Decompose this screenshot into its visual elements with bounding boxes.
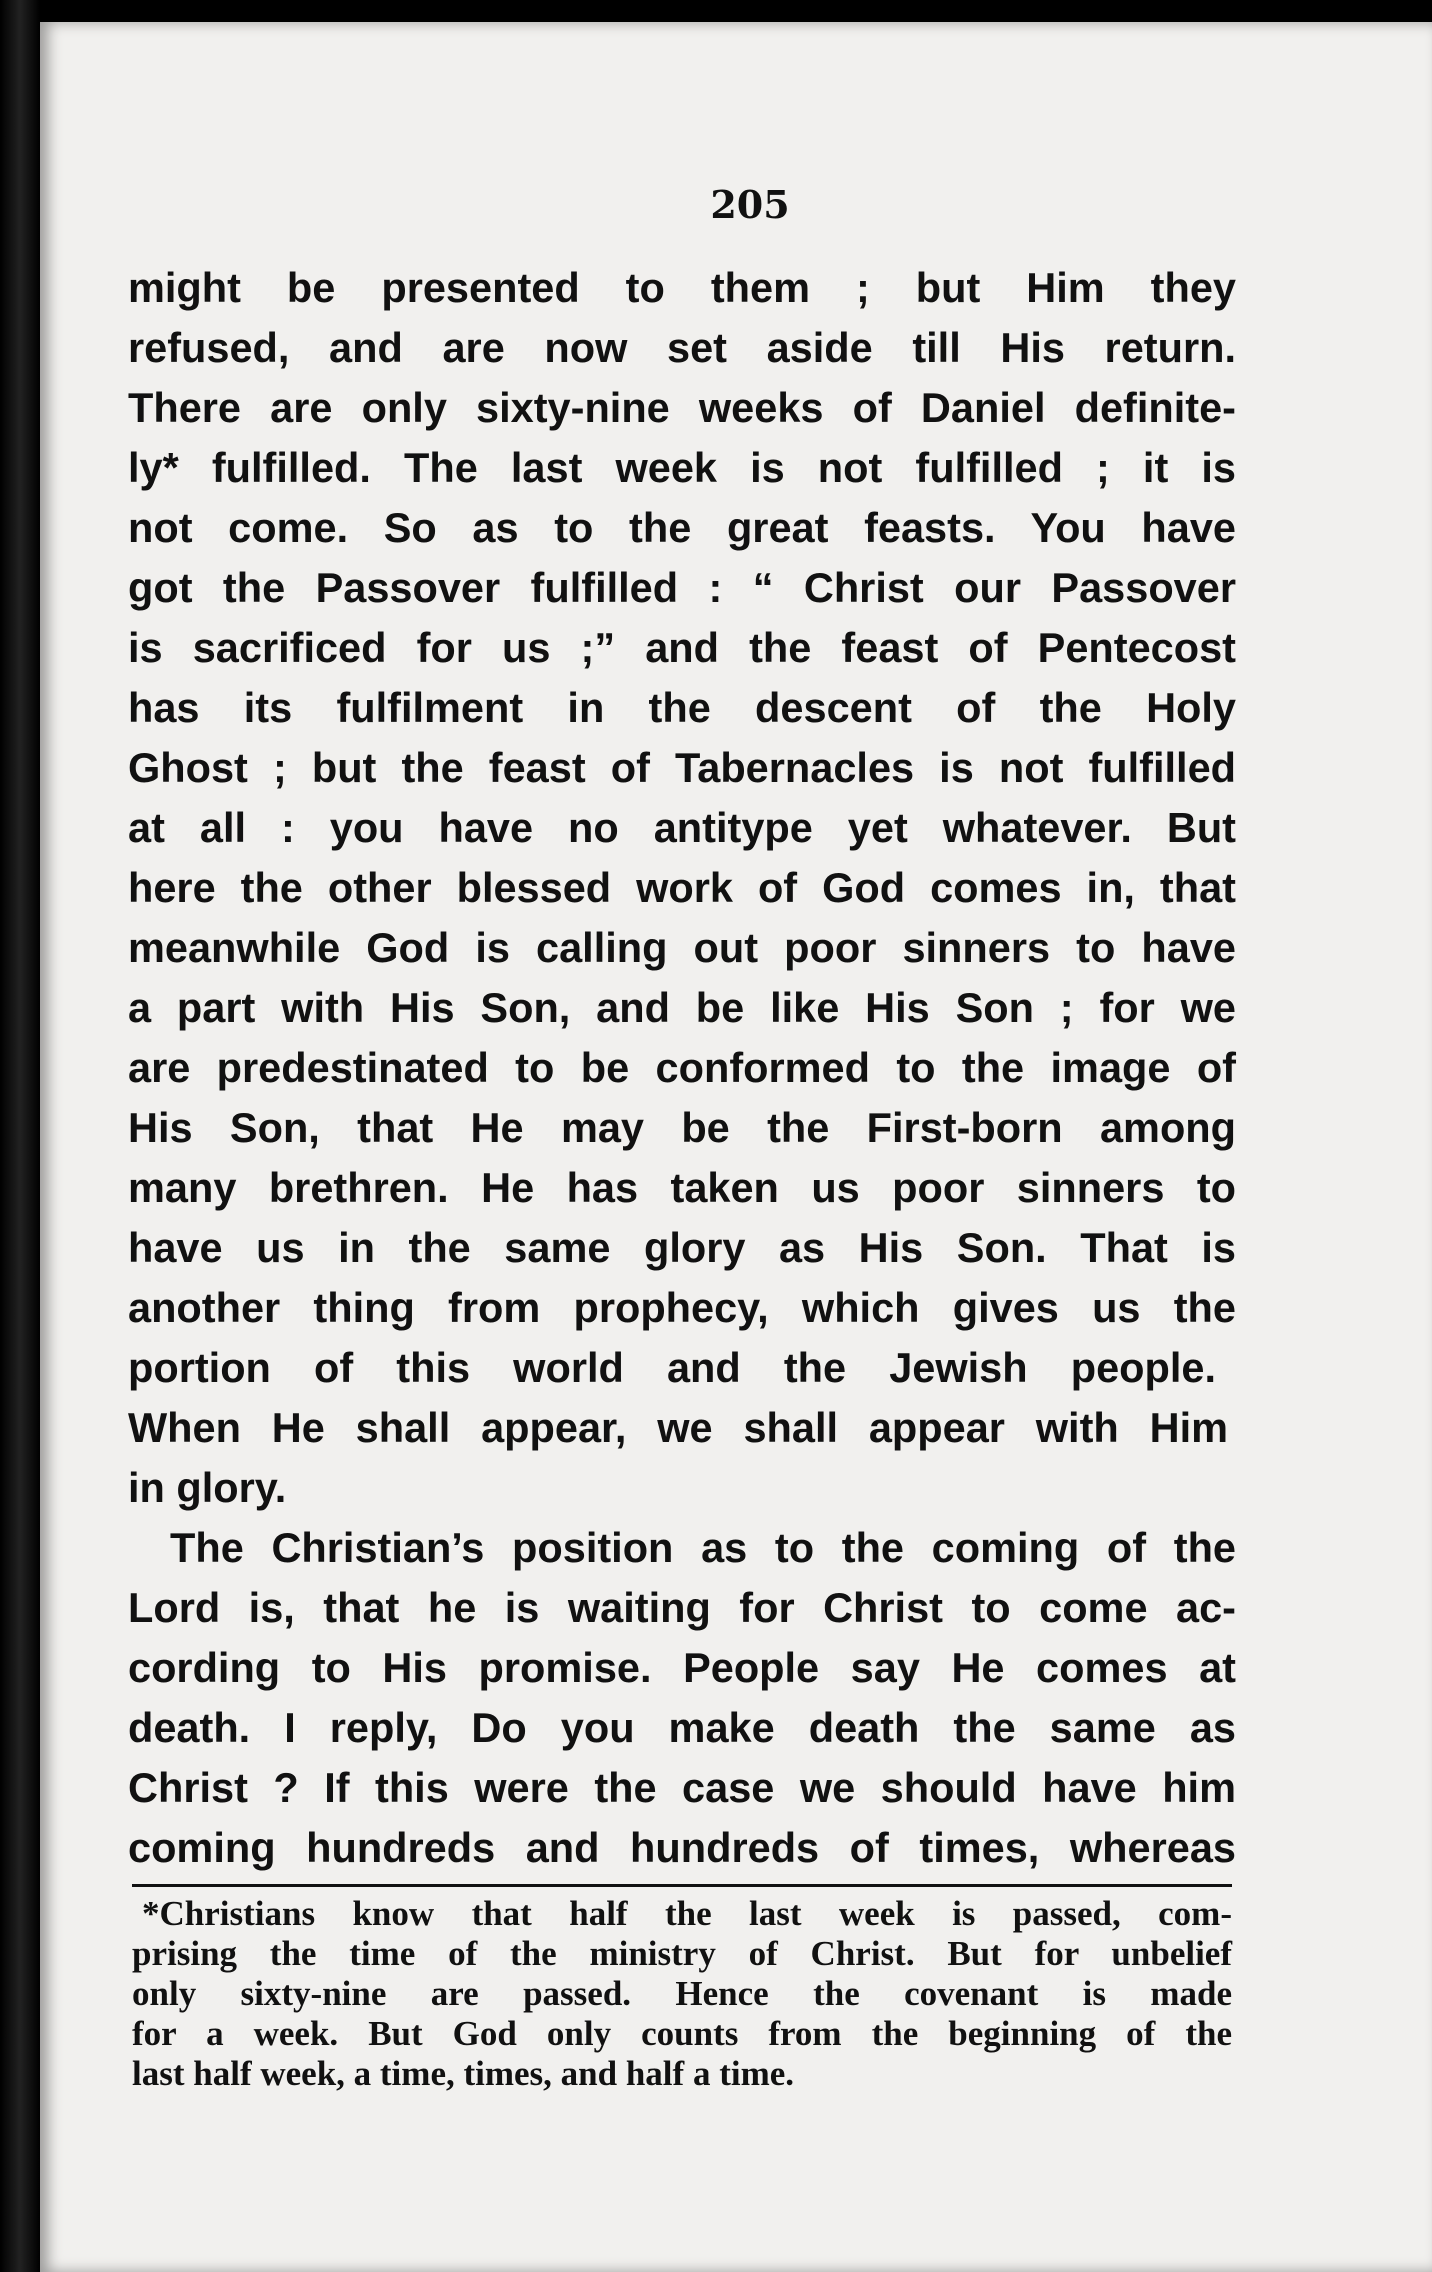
- body-line: coming hundreds and hundreds of times, whereas: [128, 1824, 1236, 1871]
- body-line: not come. So as to the great feasts. You have: [128, 504, 1236, 551]
- footnote-line: prising the time of the ministry of Christ. But for unbelief: [132, 1934, 1232, 1973]
- footnote-divider: [132, 1884, 1232, 1887]
- body-line: are predestinated to be conformed to the image of: [128, 1044, 1236, 1091]
- body-line: meanwhile God is calling out poor sinners to have: [128, 924, 1236, 971]
- body-line: Lord is, that he is waiting for Christ to come ac-: [128, 1584, 1236, 1631]
- scan-top-edge: [0, 0, 1432, 22]
- body-line: a part with His Son, and be like His Son ; for we: [128, 984, 1236, 1031]
- body-line: refused, and are now set aside till His return.: [128, 324, 1236, 371]
- body-line: have us in the same glory as His Son. That is: [128, 1224, 1236, 1271]
- footnote-line: *Christians know that half the last week is passed, com-: [142, 1894, 1232, 1933]
- body-line: death. I reply, Do you make death the same as: [128, 1704, 1236, 1751]
- body-line: portion of this world and the Jewish people.: [128, 1344, 1216, 1391]
- body-line: When He shall appear, we shall appear with Him: [128, 1404, 1228, 1451]
- body-line: His Son, that He may be the First-born among: [128, 1104, 1236, 1151]
- scan-left-edge: [0, 0, 40, 2272]
- body-line: in glory.: [128, 1464, 287, 1511]
- footnote-line: only sixty-nine are passed. Hence the covenant is made: [132, 1974, 1232, 2013]
- body-line: might be presented to them ; but Him they: [128, 264, 1236, 311]
- body-line: many brethren. He has taken us poor sinners to: [128, 1164, 1236, 1211]
- body-line: cording to His promise. People say He comes at: [128, 1644, 1236, 1691]
- body-line: The Christian’s position as to the coming of the: [170, 1524, 1236, 1571]
- body-line: Christ ? If this were the case we should have him: [128, 1764, 1236, 1811]
- body-line: ly* fulfilled. The last week is not fulfilled ; it is: [128, 444, 1236, 491]
- body-line: There are only sixty-nine weeks of Daniel definite-: [128, 384, 1236, 431]
- body-line: is sacrificed for us ;” and the feast of Pentecost: [128, 624, 1236, 671]
- body-line: at all : you have no antitype yet whatever. But: [128, 804, 1236, 851]
- footnote-line: last half week, a time, times, and half a time.: [132, 2054, 795, 2093]
- footnote-line: for a week. But God only counts from the beginning of the: [132, 2014, 1232, 2053]
- body-line: here the other blessed work of God comes in, that: [128, 864, 1236, 911]
- body-line: another thing from prophecy, which gives us the: [128, 1284, 1236, 1331]
- body-line: has its fulfilment in the descent of the Holy: [128, 684, 1236, 731]
- page-number: 205: [710, 182, 790, 227]
- body-line: Ghost ; but the feast of Tabernacles is not fulfilled: [128, 744, 1236, 791]
- book-page: [40, 22, 1432, 2272]
- body-line: got the Passover fulfilled : “ Christ our Passover: [128, 564, 1236, 611]
